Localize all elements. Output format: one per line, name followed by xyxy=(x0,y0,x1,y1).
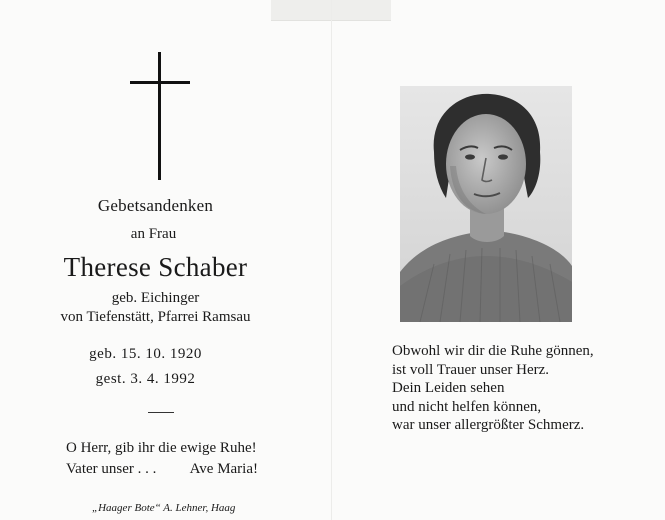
poem xyxy=(392,342,594,435)
cross-icon xyxy=(130,52,190,180)
prayer-line-2-left: Vater unser . . . xyxy=(66,461,157,477)
poem-line: ist voll Trauer unser Herz. xyxy=(392,361,550,378)
printer-credit: „Haager Bote“ A. Lehner, Haag xyxy=(92,502,236,514)
portrait-image xyxy=(400,86,572,322)
divider xyxy=(148,412,174,413)
left-panel xyxy=(0,0,331,520)
origin-text: von Tiefenstätt, Pfarrei Ramsau xyxy=(60,309,251,325)
poem-line: war unser allergrößter Schmerz. xyxy=(392,417,585,433)
salutation: an Frau xyxy=(130,226,177,242)
prayer-line-1: O Herr, gib ihr die ewige Ruhe! xyxy=(66,440,257,456)
poem-line: Dein Leiden sehen xyxy=(392,380,505,396)
poem-line: und nicht helfen können, xyxy=(392,398,542,415)
death-date: gest. 3. 4. 1992 xyxy=(95,371,196,387)
prayer-line-2 xyxy=(66,461,258,478)
card-heading: Gebetsandenken xyxy=(97,196,214,215)
deceased-name: Therese Schaber xyxy=(63,252,248,282)
portrait-photo xyxy=(400,86,572,322)
right-panel xyxy=(332,0,665,520)
birth-date: geb. 15. 10. 1920 xyxy=(89,346,202,362)
maiden-name: geb. Eichinger xyxy=(111,290,200,306)
poem-line: Obwohl wir dir die Ruhe gönnen, xyxy=(392,343,594,359)
prayer-line-2-right: Ave Maria! xyxy=(189,461,258,477)
